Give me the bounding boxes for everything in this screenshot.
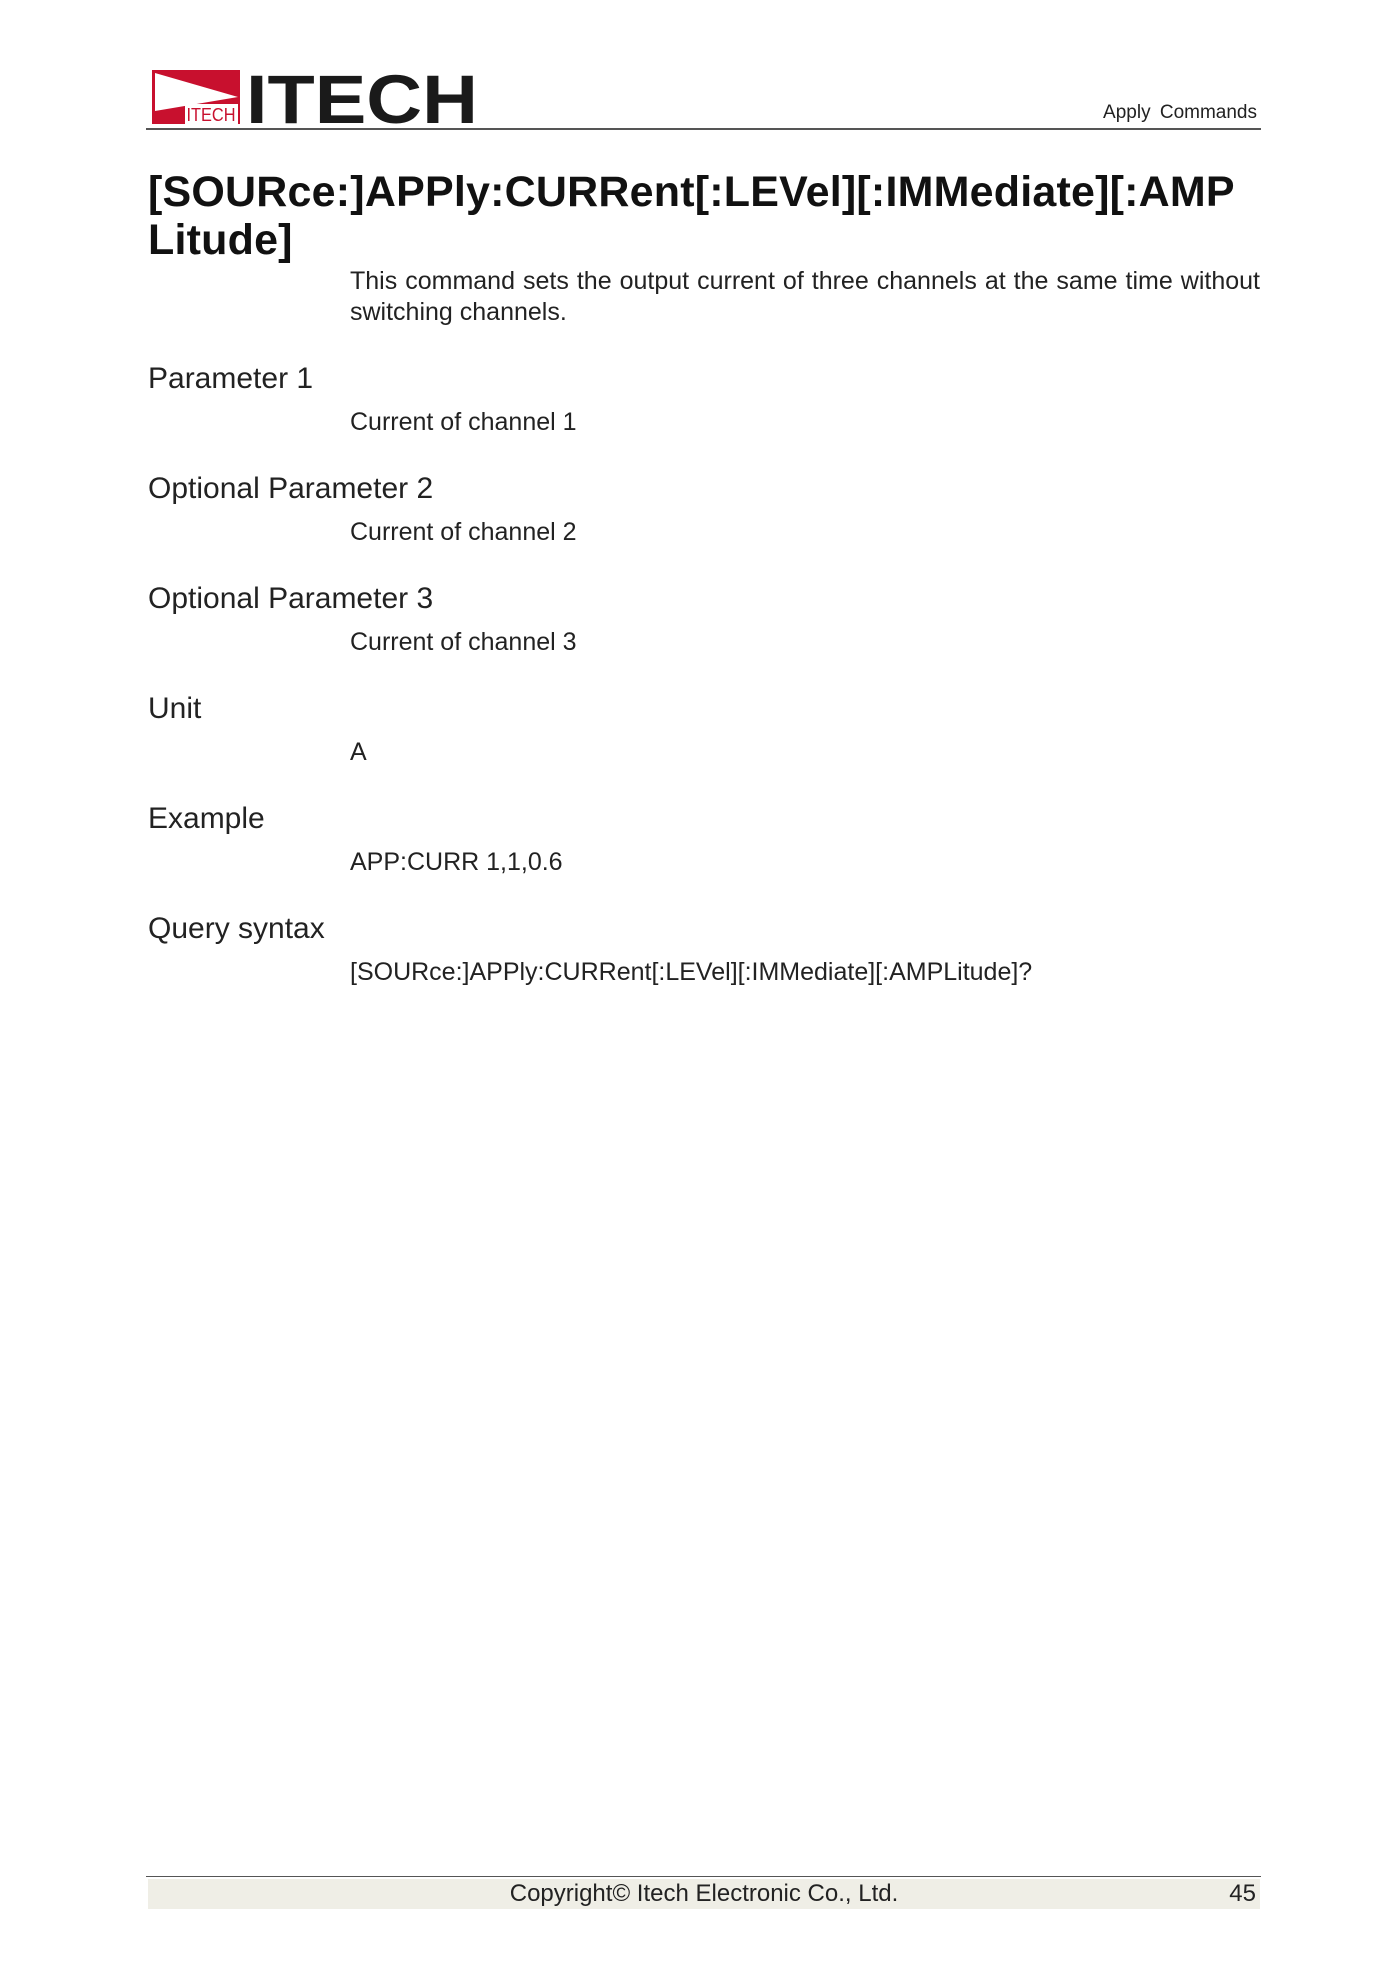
- optional-parameter-2-value: Current of channel 2: [350, 518, 577, 546]
- command-description: This command sets the output current of three channels at the same time without switching channels.: [350, 267, 1260, 326]
- running-section-title: Apply Commands: [1103, 102, 1257, 123]
- unit-value: A: [350, 738, 367, 766]
- logo-badge-text: ITECH: [186, 105, 236, 125]
- optional-parameter-3-value: Current of channel 3: [350, 628, 577, 656]
- unit-label: Unit: [148, 692, 202, 725]
- query-syntax-label: Query syntax: [148, 912, 325, 945]
- logo-wordmark: ITECH: [246, 67, 478, 125]
- optional-parameter-2-label: Optional Parameter 2: [148, 472, 434, 505]
- query-syntax-value: [SOURce:]APPly:CURRent[:LEVel][:IMMediate][:AMPLitude]?: [350, 958, 1033, 986]
- example-value: APP:CURR 1,1,0.6: [350, 848, 563, 876]
- parameter-1-value: Current of channel 1: [350, 408, 577, 436]
- parameter-1-label: Parameter 1: [148, 362, 314, 395]
- example-label: Example: [148, 802, 265, 835]
- page-header: [146, 66, 1261, 130]
- itech-logo: [152, 67, 482, 125]
- copyright-notice: Copyright© Itech Electronic Co., Ltd.: [509, 1880, 899, 1907]
- page-footer: [148, 1879, 1260, 1909]
- optional-parameter-3-label: Optional Parameter 3: [148, 582, 434, 615]
- footer-rule: [146, 1876, 1261, 1877]
- page-number: 45: [1229, 1880, 1256, 1907]
- command-title: [SOURce:]APPly:CURRent[:LEVel][:IMMediate][:AMPLitude]: [148, 168, 1235, 264]
